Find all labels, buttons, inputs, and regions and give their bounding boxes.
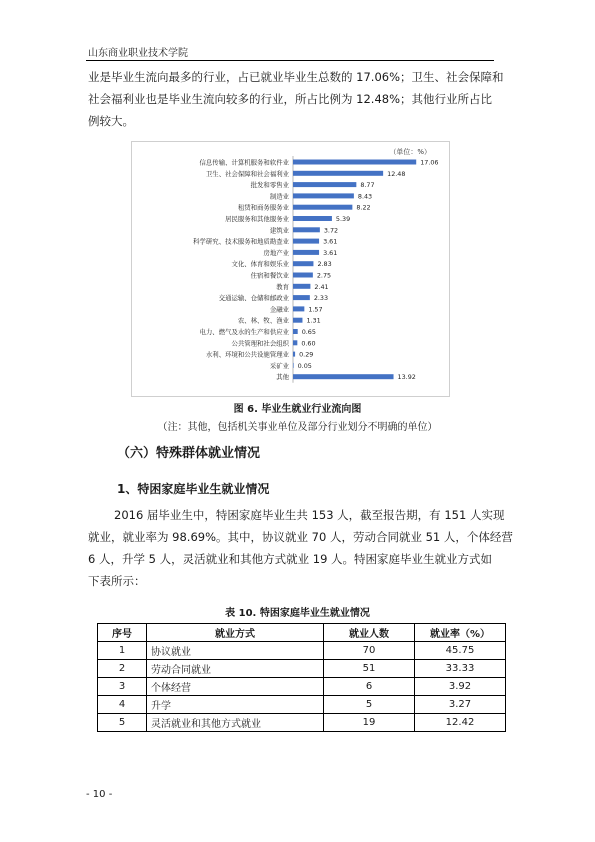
- chart-bar: [293, 250, 319, 255]
- cell-rate: 3.92: [415, 678, 506, 696]
- body-line: 下表所示：: [88, 574, 146, 588]
- category-label: 电力、燃气及水的生产和供应业: [199, 328, 289, 336]
- category-label: 批发和零售业: [250, 181, 289, 190]
- cell-no: 2: [98, 660, 147, 678]
- value-label: 17.06: [420, 158, 439, 167]
- cell-count: 19: [324, 714, 415, 732]
- col-header-no: 序号: [98, 624, 147, 642]
- category-label: 制造业: [269, 192, 289, 201]
- chart-unit-label: （单位：%）: [389, 148, 431, 156]
- value-label: 3.72: [323, 226, 339, 235]
- category-label: 交通运输、仓储和邮政业: [218, 294, 289, 303]
- category-label: 水利、环境和公共设施管理业: [205, 350, 289, 359]
- table-caption: 表 10. 特困家庭毕业生就业情况: [225, 608, 370, 619]
- col-header-mode: 就业方式: [147, 624, 324, 642]
- chart-bar: [293, 261, 313, 266]
- industry-chart-svg: [132, 142, 449, 396]
- body-line: 6 人，升学 5 人，灵活就业和其他方式就业 19 人。特困家庭毕业生就业方式如: [88, 552, 493, 566]
- category-label: 其他: [276, 373, 289, 382]
- cell-mode: 劳动合同就业: [147, 660, 324, 678]
- value-label: 2.41: [314, 282, 329, 291]
- cell-rate: 45.75: [415, 642, 506, 660]
- category-label: 科学研究、技术服务和地质勘查业: [193, 237, 289, 246]
- cell-count: 6: [324, 678, 415, 696]
- cell-no: 5: [98, 714, 147, 732]
- cell-rate: 3.27: [415, 696, 506, 714]
- value-label: 0.65: [301, 328, 316, 336]
- chart-bar: [293, 273, 313, 278]
- chart-bar: [293, 340, 297, 345]
- value-label: 2.33: [313, 294, 329, 303]
- intro-line: 社会福利业也是毕业生流向较多的行业，所占比例为 12.48%；其他行业所占比: [88, 92, 493, 106]
- category-label: 建筑业: [269, 226, 289, 235]
- category-label: 租赁和商务服务业: [237, 203, 289, 212]
- value-label: 8.22: [356, 203, 371, 212]
- page-header: 山东商业职业技术学院: [88, 48, 188, 59]
- chart-bar: [293, 205, 352, 210]
- chart-bar: [293, 182, 356, 187]
- chart-bar: [293, 306, 304, 311]
- figure-caption: 图 6. 毕业生就业行业流向图: [233, 404, 362, 415]
- industry-chart: [131, 141, 450, 397]
- cell-rate: 12.42: [415, 714, 506, 732]
- chart-bar: [293, 363, 294, 368]
- chart-bar: [293, 239, 319, 244]
- value-label: 12.48: [387, 169, 406, 178]
- body-line: 2016 届毕业生中，特困家庭毕业生共 153 人，截至报告期，有 151 人实现: [114, 508, 505, 522]
- chart-bar: [293, 352, 295, 357]
- value-label: 2.75: [316, 271, 332, 280]
- intro-paragraph: [88, 66, 504, 132]
- cell-no: 3: [98, 678, 147, 696]
- subsection-title: 1、特困家庭毕业生就业情况: [117, 482, 270, 496]
- value-label: 1.31: [306, 316, 321, 325]
- chart-bar: [293, 216, 332, 221]
- chart-bars: [193, 156, 438, 383]
- header-divider: [86, 60, 494, 61]
- figure-note: （注：其他，包括机关事业单位及部分行业划分不明确的单位）: [157, 422, 438, 433]
- chart-bar: [293, 329, 298, 334]
- cell-mode: 个体经营: [147, 678, 324, 696]
- chart-bar: [293, 295, 310, 300]
- value-label: 0.05: [297, 361, 312, 370]
- cell-count: 5: [324, 696, 415, 714]
- chart-bar: [293, 374, 394, 379]
- table-row: [98, 678, 506, 696]
- value-label: 2.83: [317, 260, 332, 269]
- chart-bar: [293, 318, 302, 323]
- table-row: [98, 696, 506, 714]
- category-label: 房地产业: [263, 248, 289, 257]
- page-number: - 10 -: [86, 789, 113, 800]
- table-row: [98, 714, 506, 732]
- chart-bar: [293, 227, 320, 232]
- category-label: 农、林、牧、渔业: [237, 316, 289, 325]
- chart-bar: [293, 284, 310, 289]
- value-label: 13.92: [397, 373, 416, 382]
- category-label: 居民服务和其他服务业: [225, 215, 289, 223]
- value-label: 1.57: [308, 305, 323, 314]
- value-label: 3.61: [323, 237, 338, 246]
- body-paragraph: [88, 504, 513, 592]
- category-label: 教育: [276, 282, 289, 291]
- cell-count: 51: [324, 660, 415, 678]
- intro-line: 例较大。: [88, 114, 134, 128]
- intro-line: 业是毕业生流向最多的行业，占已就业毕业生总数的 17.06%；卫生、社会保障和: [88, 70, 504, 84]
- category-label: 金融业: [269, 305, 289, 314]
- cell-no: 4: [98, 696, 147, 714]
- employment-table: [97, 623, 506, 732]
- value-label: 8.43: [357, 192, 373, 201]
- table-header-row: [98, 624, 506, 642]
- value-label: 0.29: [299, 350, 314, 359]
- chart-bar: [293, 193, 354, 198]
- category-label: 信息传输、计算机服务和软件业: [199, 158, 289, 167]
- section-title: （六）特殊群体就业情况: [117, 446, 261, 461]
- cell-mode: 灵活就业和其他方式就业: [147, 714, 324, 732]
- cell-mode: 协议就业: [147, 642, 324, 660]
- value-label: 5.39: [335, 215, 351, 223]
- category-label: 文化、体育和娱乐业: [231, 260, 289, 269]
- cell-count: 70: [324, 642, 415, 660]
- category-label: 采矿业: [269, 361, 289, 370]
- cell-rate: 33.33: [415, 660, 506, 678]
- table-row: [98, 642, 506, 660]
- category-label: 卫生、社会保障和社会福利业: [205, 169, 289, 178]
- category-label: 住宿和餐饮业: [250, 271, 289, 280]
- col-header-count: 就业人数: [324, 624, 415, 642]
- value-label: 3.61: [323, 248, 338, 257]
- chart-bar: [293, 160, 416, 165]
- category-label: 公共管理和社会组织: [231, 339, 289, 348]
- table-row: [98, 660, 506, 678]
- value-label: 8.77: [360, 181, 375, 190]
- cell-mode: 升学: [147, 696, 324, 714]
- value-label: 0.60: [301, 339, 316, 348]
- chart-bar: [293, 171, 383, 176]
- cell-no: 1: [98, 642, 147, 660]
- body-line: 就业，就业率为 98.69%。其中，协议就业 70 人，劳动合同就业 51 人，个体经营: [88, 530, 513, 544]
- col-header-rate: 就业率（%）: [415, 624, 506, 642]
